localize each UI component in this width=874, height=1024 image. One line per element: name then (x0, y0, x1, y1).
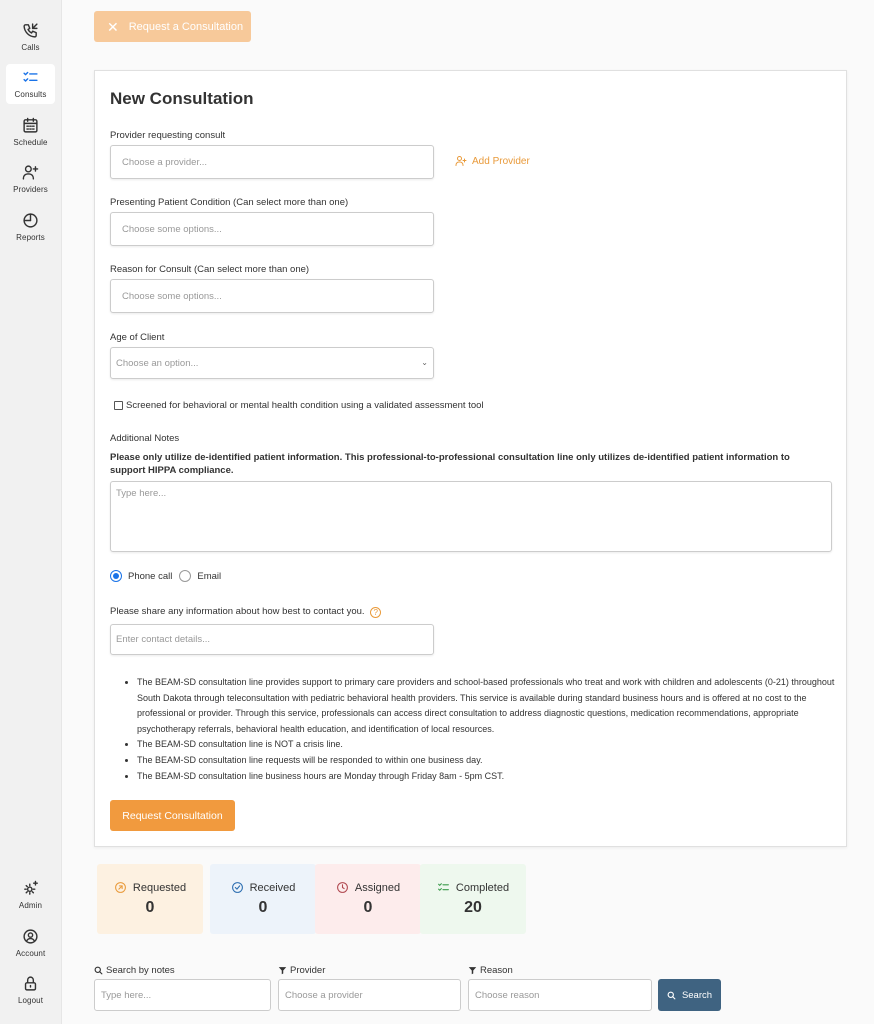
status-label: Completed (455, 881, 510, 894)
contact-placeholder: Enter contact details... (116, 634, 210, 645)
condition-label: Presenting Patient Condition (Can select more than one) (110, 197, 349, 208)
filter-reason-select[interactable] (468, 979, 652, 1011)
help-icon[interactable]: ? (370, 607, 381, 618)
screened-checkbox[interactable] (114, 401, 123, 410)
contact-details-input[interactable] (110, 624, 434, 655)
nav-schedule-label: Schedule (13, 138, 48, 147)
status-count: 0 (145, 899, 155, 916)
age-placeholder: Choose an option... (116, 357, 199, 369)
checklist-icon (22, 69, 39, 86)
arrow-circle-icon (114, 881, 127, 894)
status-label: Requested (132, 881, 187, 894)
info-item: • The BEAM-SD consultation line is NOT a crisis line. (137, 737, 837, 753)
calendar-icon (22, 117, 39, 134)
status-tile-assigned[interactable] (315, 864, 421, 934)
status-count: 0 (258, 899, 268, 916)
status-tile-received[interactable] (210, 864, 316, 934)
nav-calls-label: Calls (21, 43, 40, 52)
nav-admin-label: Admin (18, 901, 43, 910)
lock-icon (22, 975, 39, 992)
contact-method-group (110, 570, 228, 582)
nav-schedule[interactable] (6, 112, 55, 152)
age-select[interactable] (110, 347, 434, 379)
filter-reason-label: Reason (480, 965, 513, 976)
status-tile-head (97, 881, 203, 894)
status-count: 0 (363, 899, 373, 916)
filter-reason-label-row (468, 965, 513, 976)
contact-label-row (110, 606, 381, 618)
age-label: Age of Client (110, 332, 165, 343)
radio-phone-call[interactable] (110, 570, 122, 582)
filter-provider-label: Provider (290, 965, 326, 976)
form-title: New Consultation (110, 89, 254, 108)
nav-logout[interactable] (6, 970, 55, 1010)
status-count: 20 (464, 899, 482, 916)
provider-select[interactable] (110, 145, 434, 179)
filter-notes-label: Search by notes (106, 965, 175, 976)
info-item: • The BEAM-SD consultation line provides support to primary care providers and school-based professionals who treat and work with children and adolescents (0-21) throughout South Dakota through teleconsultation with pediatric behavioral health providers. This service is available during standard business hours and is offered at no cost to the professional or provider. Through this service, professionals can access direct consultation to address diagnostic questions, medication recommendations, appropriate psychotherapy referrals, behavioral health education, and identification of local resources. (137, 675, 837, 737)
checklist-icon (437, 881, 450, 894)
info-item: • The BEAM-SD consultation line requests will be responded to within one business day. (137, 753, 837, 769)
filter-provider-select[interactable] (278, 979, 461, 1011)
chevron-down-icon: ⌄ (421, 358, 428, 367)
filter-notes-placeholder: Type here... (101, 989, 152, 1001)
search-icon (94, 966, 103, 975)
gear-plus-icon (22, 880, 39, 897)
provider-label: Provider requesting consult (110, 130, 226, 141)
status-tile-head (210, 881, 316, 894)
provider-placeholder: Choose a provider... (122, 156, 208, 168)
info-list (137, 675, 837, 784)
request-consultation-toggle-label: Request a Consultation (128, 20, 244, 33)
screened-checkbox-row[interactable] (114, 400, 484, 411)
pie-chart-icon (22, 212, 39, 229)
nav-admin[interactable] (6, 875, 55, 915)
notes-label: Additional Notes (110, 433, 180, 444)
phone-incoming-icon (22, 22, 39, 39)
add-provider-label: Add Provider (472, 155, 530, 167)
notes-warning: Please only utilize de-identified patient information. This professional-to-professional consultation line only utilizes de-identified patient information to support HIPPA compliance. (110, 452, 790, 476)
search-icon (667, 991, 676, 1000)
sidebar (0, 0, 62, 1024)
filter-notes-input[interactable] (94, 979, 271, 1011)
nav-consults-label: Consults (14, 90, 47, 99)
search-button-label: Search (681, 989, 713, 1001)
status-label: Received (249, 881, 296, 894)
nav-account[interactable] (6, 923, 55, 963)
status-tile-head (315, 881, 421, 894)
nav-calls[interactable] (6, 17, 55, 57)
nav-logout-label: Logout (17, 996, 44, 1005)
request-consultation-button[interactable]: Request Consultation (110, 800, 235, 831)
check-circle-icon (231, 881, 244, 894)
reason-placeholder: Choose some options... (122, 290, 222, 302)
filter-icon (468, 966, 477, 975)
request-consultation-toggle-button[interactable] (94, 11, 251, 42)
user-plus-icon (455, 155, 467, 167)
radio-phone-call-label: Phone call (128, 570, 173, 582)
nav-providers[interactable] (6, 159, 55, 199)
status-tile-requested[interactable] (97, 864, 203, 934)
new-consultation-card (94, 70, 847, 847)
reason-label: Reason for Consult (Can select more than one) (110, 264, 310, 275)
filter-provider-placeholder: Choose a provider (285, 989, 363, 1001)
status-tile-completed[interactable] (420, 864, 526, 934)
status-label: Assigned (354, 881, 401, 894)
condition-multiselect[interactable] (110, 212, 434, 246)
radio-email[interactable] (179, 570, 191, 582)
account-icon (22, 928, 39, 945)
nav-consults[interactable] (6, 64, 55, 104)
nav-account-label: Account (15, 949, 46, 958)
close-icon: ✕ (107, 18, 119, 35)
status-tile-head (420, 881, 526, 894)
add-provider-link[interactable] (455, 155, 530, 167)
condition-placeholder: Choose some options... (122, 223, 222, 235)
nav-providers-label: Providers (13, 185, 48, 194)
filter-icon (278, 966, 287, 975)
notes-placeholder: Type here... (116, 488, 167, 499)
filter-provider-label-row (278, 965, 325, 976)
radio-email-label: Email (197, 570, 222, 582)
screened-label: Screened for behavioral or mental health condition using a validated assessment tool (126, 400, 484, 411)
search-button[interactable] (658, 979, 721, 1011)
clock-icon (336, 881, 349, 894)
reason-multiselect[interactable] (110, 279, 434, 313)
filter-notes-label-row (94, 965, 175, 976)
nav-reports[interactable] (6, 207, 55, 247)
filter-reason-placeholder: Choose reason (475, 989, 540, 1001)
info-item: • The BEAM-SD consultation line business hours are Monday through Friday 8am - 5pm CST. (137, 769, 837, 785)
notes-textarea[interactable] (110, 481, 832, 552)
user-plus-icon (22, 164, 39, 181)
nav-reports-label: Reports (16, 233, 45, 242)
contact-label: Please share any information about how best to contact you. (110, 606, 365, 617)
